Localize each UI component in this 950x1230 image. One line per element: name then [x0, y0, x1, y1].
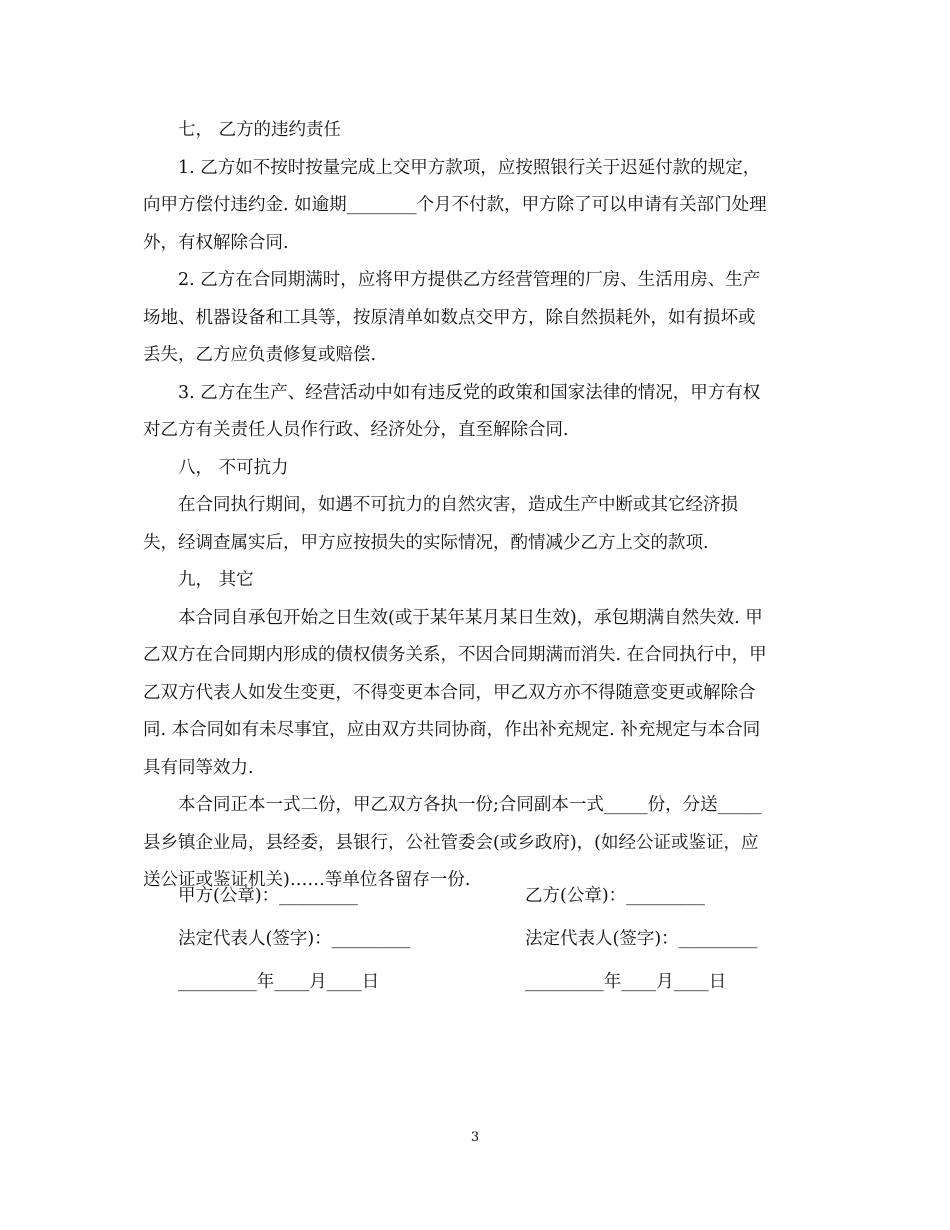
signature-block — [178, 875, 818, 1004]
paragraph-line: 本合同正本一式二份，甲乙双方各执一份;合同副本一式_____份，分送_____ — [178, 795, 762, 815]
paragraph-line: 失，经调查属实后，甲方应按损失的实际情况，酌情减少乙方上交的款项. — [143, 532, 709, 553]
section-7-paragraph-3 — [143, 375, 808, 450]
section-7-paragraph-2 — [143, 262, 808, 375]
signature-row-representative — [178, 918, 818, 961]
paragraph-line: 外，有权解除合同. — [143, 232, 289, 253]
paragraph-line: 3. 乙方在生产、经营活动中如有违反党的政策和国家法律的情况，甲方有权 — [178, 382, 761, 403]
paragraph-line: 本合同自承包开始之日生效(或于某年某月某日生效)，承包期满自然失效. 甲 — [178, 607, 763, 628]
paragraph-line: 乙双方在合同期内形成的债权债务关系，不因合同期满而消失. 在合同执行中，甲 — [143, 645, 767, 665]
party-a-date-field: _________年____月____日 — [178, 972, 380, 992]
party-b-date-field: _________年____月____日 — [525, 972, 727, 992]
paragraph-line: 对乙方有关责任人员作行政、经济处分，直至解除合同. — [143, 420, 569, 440]
paragraph-line: 县乡镇企业局，县经委，县银行，公社管委会(或乡政府)，(如经公证或鉴证，应 — [143, 832, 759, 853]
paragraph-line: 具有同等效力. — [143, 757, 254, 778]
paragraph-line: 乙双方代表人如发生变更，不得变更本合同，甲乙双方亦不得随意变更或解除合 — [143, 682, 756, 703]
paragraph-line: 2. 乙方在合同期满时，应将甲方提供乙方经营管理的厂房、生活用房、生产 — [178, 270, 761, 290]
section-7-heading: 七， 乙方的违约责任 — [178, 120, 342, 140]
paragraph-line: 同. 本合同如有未尽事宜，应由双方共同协商，作出补充规定. 补充规定与本合同 — [143, 720, 761, 740]
paragraph-line: 送公证或鉴证机关)……等单位各留存一份. — [143, 870, 471, 890]
document-body — [143, 112, 808, 900]
section-8-paragraph-1 — [143, 487, 808, 562]
section-9-paragraph-1 — [143, 600, 808, 788]
party-a-representative-field: 法定代表人(签字)：_________ — [178, 929, 411, 949]
paragraph-line: 1. 乙方如不按时按量完成上交甲方款项，应按照银行关于迟延付款的规定， — [178, 157, 761, 178]
page-number: 3 — [470, 1130, 480, 1145]
paragraph-line: 向甲方偿付违约金. 如逾期________个月不付款，甲方除了可以申请有关部门处理 — [143, 195, 767, 215]
section-8-heading: 八， 不可抗力 — [178, 457, 289, 478]
signature-row-seal — [178, 875, 818, 918]
paragraph-line: 在合同执行期间，如遇不可抗力的自然灾害，造成生产中断或其它经济损 — [178, 495, 738, 515]
section-9-heading: 九， 其它 — [178, 570, 254, 590]
paragraph-line: 丢失，乙方应负责修复或赔偿. — [143, 345, 377, 365]
party-b-representative-field: 法定代表人(签字)：_________ — [525, 929, 758, 949]
party-b-seal-field: 乙方(公章)：_________ — [525, 886, 705, 906]
paragraph-line: 场地、机器设备和工具等，按原清单如数点交甲方，除自然损耗外，如有损坏或 — [143, 307, 756, 328]
signature-row-date — [178, 961, 818, 1004]
section-7-paragraph-1 — [143, 150, 808, 263]
party-a-seal-field: 甲方(公章)：_________ — [178, 886, 358, 906]
